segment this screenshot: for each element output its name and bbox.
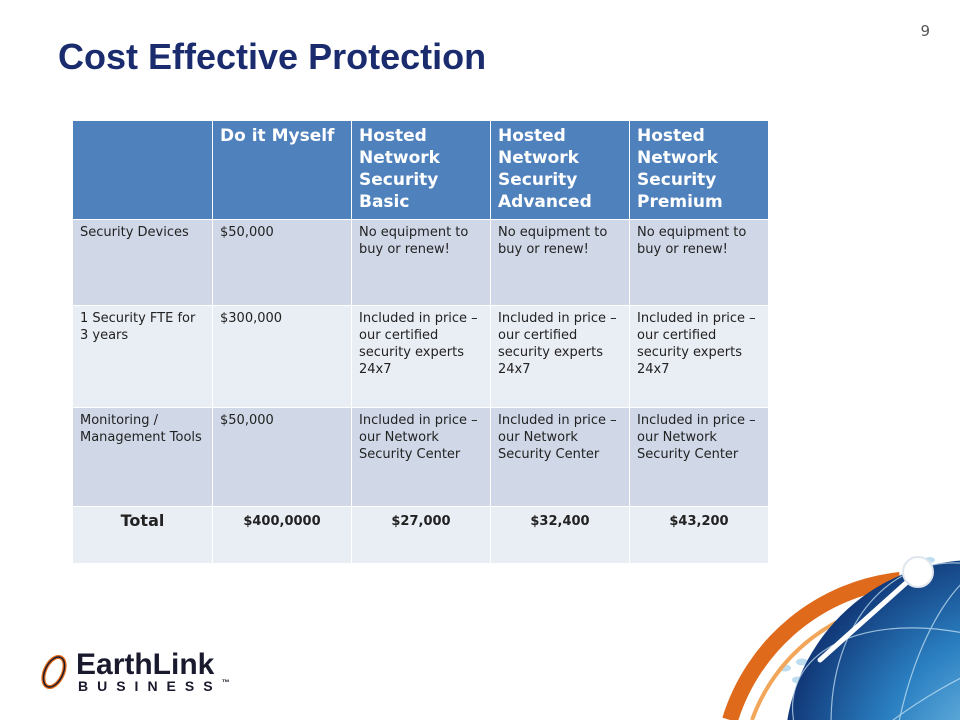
total-cell: $43,200 xyxy=(630,507,769,564)
logo-subtitle: BUSINESS™ xyxy=(78,678,230,694)
table-cell: No equipment to buy or renew! xyxy=(630,220,769,306)
header-do-it-myself: Do it Myself xyxy=(213,121,352,220)
slide-title: Cost Effective Protection xyxy=(58,36,487,77)
table-cell: No equipment to buy or renew! xyxy=(352,220,491,306)
globe-decoration xyxy=(580,540,960,720)
table-cell: Included in price – our Network Security Center xyxy=(491,408,630,507)
header-basic: Hosted Network Security Basic xyxy=(352,121,491,220)
slide-number: 9 xyxy=(920,22,930,40)
total-cell: $400,0000 xyxy=(213,507,352,564)
table-header-row xyxy=(73,121,769,220)
table-cell: $50,000 xyxy=(213,220,352,306)
table-cell: $300,000 xyxy=(213,306,352,408)
table-cell: Included in price – our Network Security Center xyxy=(630,408,769,507)
row-label: Monitoring / Management Tools xyxy=(73,408,213,507)
logo-wordmark: EarthLink xyxy=(76,648,215,681)
row-label: 1 Security FTE for 3 years xyxy=(73,306,213,408)
header-premium: Hosted Network Security Premium xyxy=(630,121,769,220)
total-cell: $32,400 xyxy=(491,507,630,564)
table-cell: No equipment to buy or renew! xyxy=(491,220,630,306)
table-row xyxy=(73,408,769,507)
earthlink-business-logo xyxy=(36,648,266,698)
table-row xyxy=(73,220,769,306)
header-advanced: Hosted Network Security Advanced xyxy=(491,121,630,220)
table-cell: Included in price – our Network Security Center xyxy=(352,408,491,507)
header-cell-empty xyxy=(73,121,213,220)
table-cell: Included in price – our certified security experts 24x7 xyxy=(630,306,769,408)
total-cell: $27,000 xyxy=(352,507,491,564)
cost-comparison-table xyxy=(72,120,769,564)
row-label: Security Devices xyxy=(73,220,213,306)
table-cell: Included in price – our certified security experts 24x7 xyxy=(352,306,491,408)
orbit-logo-icon xyxy=(36,648,74,696)
table-row xyxy=(73,306,769,408)
table-cell: $50,000 xyxy=(213,408,352,507)
total-label: Total xyxy=(73,507,213,564)
table-cell: Included in price – our certified security experts 24x7 xyxy=(491,306,630,408)
